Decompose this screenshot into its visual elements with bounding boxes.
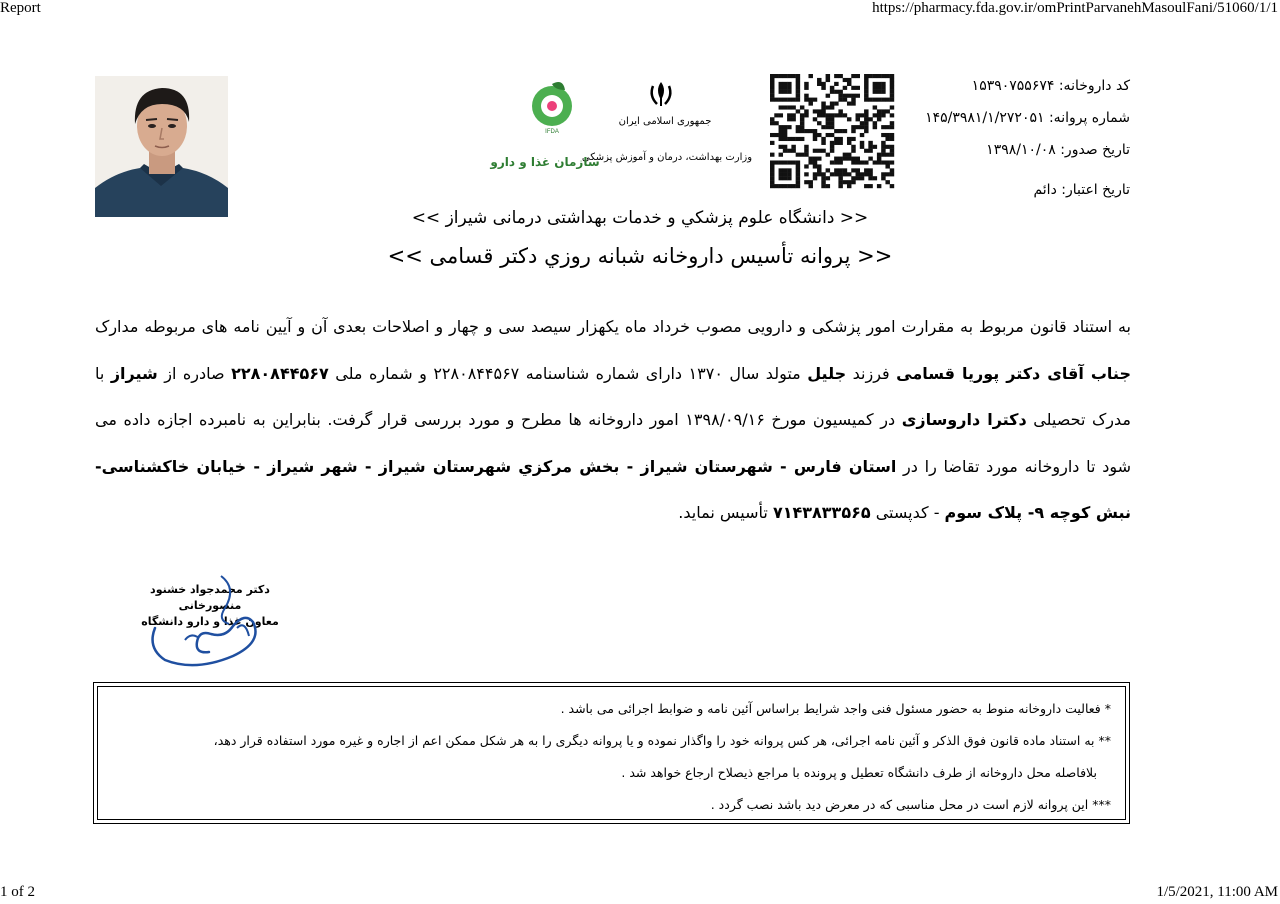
svg-text:سازمان غذا و دارو: سازمان غذا و دارو [490, 155, 600, 169]
body-text-7: - کدپستی [870, 503, 945, 522]
issue-date: تاریخ صدور: ۱۳۹۸/۱۰/۰۸ [986, 142, 1130, 158]
pharmacy-address: استان فارس - شهرستان شيراز - بخش مرکزي شهرستان شيراز - شهر شيراز - خیابان خاکشناسی- نبش کوچه ۹- پلاک سوم [95, 456, 1131, 522]
license-title: << پروانه تأسيس داروخانه شبانه روزي دكتر قسامی >> [387, 244, 893, 268]
qr-code [770, 74, 894, 188]
pharmacy-code: کد داروخانه: ۱۵۳۹۰۷۵۵۶۷۴ [971, 78, 1130, 94]
validity-date: تاریخ اعتبار: دائم [1033, 182, 1130, 198]
note-1: * فعالیت داروخانه منوط به حضور مسئول فنی واجد شرایط براساس آئین نامه و ضوابط اجرائی می باشد . [560, 701, 1111, 716]
body-text-2: فرزند [846, 363, 897, 383]
iran-emblem-icon [652, 82, 671, 106]
license-body [95, 304, 1131, 537]
svg-text:وزارت بهداشت، درمان و آموزش پز: وزارت بهداشت، درمان و آموزش پزشکی [581, 152, 753, 163]
university-title: << دانشگاه علوم پزشكي و خدمات بهداشتی درمانی شيراز >> [411, 208, 869, 228]
print-footer [0, 884, 1280, 904]
national-id: ۲۲۸۰۸۴۴۵۶۷ [231, 363, 329, 383]
license-number: شماره پروانه: ۱۴۵/۳۹۸۱/۱/۲۷۲۰۵۱ [925, 110, 1130, 126]
issued-city: شيراز [110, 363, 158, 383]
body-text-6: در کمیسیون مورخ ۱۳۹۸/۰۹/۱۶ امور داروخانه ها مطرح و مورد بررسی قرار گرفت. بنابراین به نامبرده اجازه داده می شود تا داروخانه مورد تقاضا را در [95, 410, 1132, 476]
notes-box [93, 682, 1130, 824]
holder-name: جناب آقای دکتر پوريا قسامی [896, 363, 1131, 383]
print-header [0, 0, 1280, 20]
degree: دکترا داروسازی [901, 410, 1027, 429]
header-logos [490, 76, 753, 181]
note-2: ** به استناد ماده قانون فوق الذکر و آئین نامه اجرائی، هر کس پروانه خود را واگذار نموده و یا پروانه دیگری را به هر شکل ممکن اعم از اجاره و غیره مورد استفاده قرار دهد، [213, 733, 1111, 748]
postal-code: ۷۱۴۳۸۳۳۵۶۵ [772, 503, 871, 522]
ifda-logo-icon [532, 82, 572, 135]
svg-text:IFDA: IFDA [545, 129, 559, 135]
license-meta [890, 70, 1130, 206]
signatory-name: دکتر محمدجواد خشنود منصورخانی [150, 583, 270, 612]
body-text-1: به استناد قانون مربوط به مقرارت امور پزشکی و دارویی مصوب خرداد ماه یکهزار سیصد سی و چهار و اصلاحات بعدی آن و آیین نامه های مربوطه مدارک [95, 317, 1131, 336]
signatory-title: معاون غذا و دارو دانشگاه [141, 615, 279, 628]
signature-stamp [125, 568, 305, 678]
body-text-4: صادره از [157, 363, 232, 383]
handwritten-signature-icon [125, 568, 305, 678]
svg-text:جمهوری اسلامی ایران: جمهوری اسلامی ایران [618, 116, 712, 127]
body-text-8: تأسیس نماید. [678, 503, 773, 522]
page-url: https://pharmacy.fda.gov.ir/omPrintParvanehMasoulFani/51060/1/1 [872, 0, 1278, 16]
applicant-photo [95, 76, 228, 217]
page-counter: 1 of 2 [0, 884, 35, 900]
father-name: جلیل [807, 363, 847, 383]
document-title: Report [0, 0, 41, 16]
note-2-continued: بلافاصله محل داروخانه از طرف دانشگاه تعطیل و پرونده با مراجع ذیصلاح ارجاع خواهد شد . [621, 765, 1097, 780]
note-3: *** این پروانه لازم است در محل مناسبی که در معرض دید باشد نصب گردد . [710, 797, 1111, 812]
body-text-3: متولد سال ۱۳۷۰ دارای شماره شناسنامه ۲۲۸۰۸۴۴۵۶۷ و شماره ملی [328, 363, 808, 383]
print-datetime: 1/5/2021, 11:00 AM [1156, 884, 1278, 900]
body-text-5: با مدرک تحصیلی [95, 363, 1131, 429]
